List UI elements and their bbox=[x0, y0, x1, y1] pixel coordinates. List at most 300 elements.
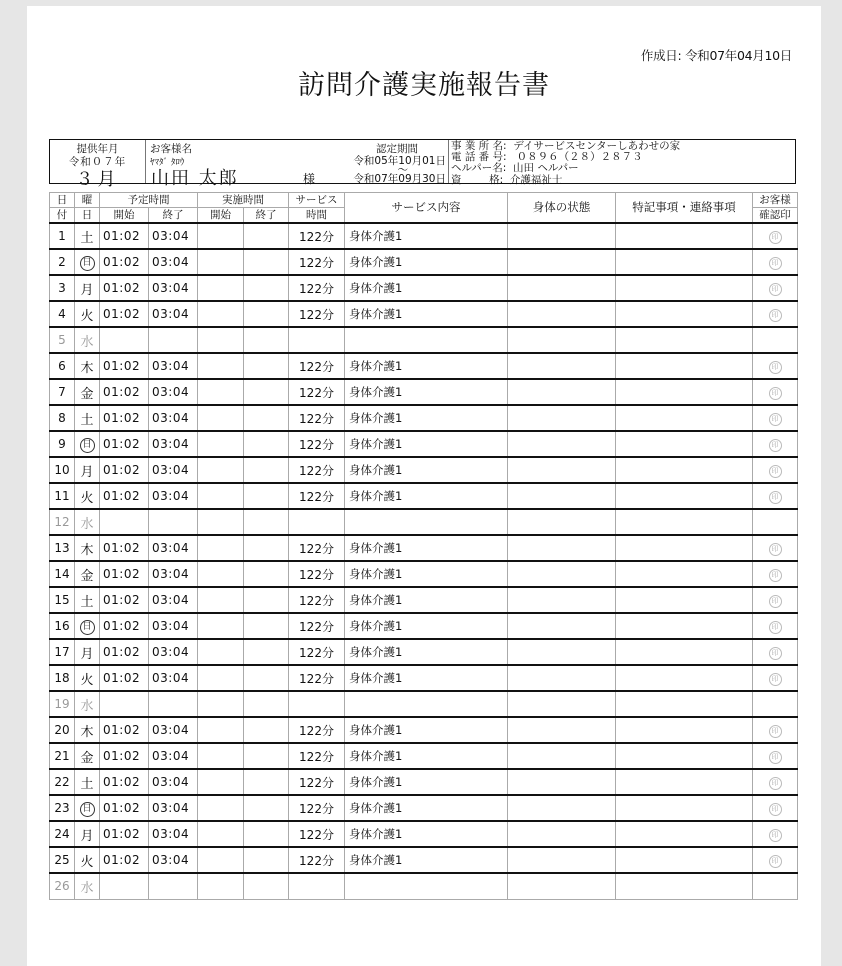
honorific: 様 bbox=[303, 172, 316, 186]
service-content-cell: 身体介護1 bbox=[345, 717, 508, 743]
plan-start-cell: 01:02 bbox=[100, 301, 149, 327]
notes-cell bbox=[616, 795, 753, 821]
notes-cell bbox=[616, 613, 753, 639]
confirm-stamp-cell bbox=[753, 249, 798, 275]
service-content-cell bbox=[345, 691, 508, 717]
condition-cell bbox=[508, 379, 616, 405]
condition-cell bbox=[508, 743, 616, 769]
dow-cell: 月 bbox=[75, 457, 100, 483]
plan-start-cell: 01:02 bbox=[100, 665, 149, 691]
header-plan: 予定時間 bbox=[100, 193, 198, 208]
confirm-stamp-cell bbox=[753, 769, 798, 795]
dow-cell: 火 bbox=[75, 847, 100, 873]
plan-end-cell: 03:04 bbox=[149, 249, 198, 275]
header-svc-time-2: 時間 bbox=[289, 208, 345, 224]
table-row bbox=[50, 665, 798, 691]
service-time-cell: 122分 bbox=[289, 639, 345, 665]
actual-start-cell bbox=[198, 561, 244, 587]
table-row bbox=[50, 873, 798, 899]
service-content-cell: 身体介護1 bbox=[345, 431, 508, 457]
table-row bbox=[50, 457, 798, 483]
sunday-circle-icon: 日 bbox=[80, 620, 95, 635]
dow-cell: 月 bbox=[75, 275, 100, 301]
actual-end-cell bbox=[244, 249, 289, 275]
plan-start-cell: 01:02 bbox=[100, 613, 149, 639]
confirm-stamp-cell bbox=[753, 457, 798, 483]
plan-start-cell bbox=[100, 691, 149, 717]
plan-end-cell: 03:04 bbox=[149, 275, 198, 301]
confirm-stamp-cell bbox=[753, 821, 798, 847]
date-cell: 12 bbox=[50, 509, 75, 535]
actual-end-cell bbox=[244, 535, 289, 561]
stamp-icon: 印 bbox=[769, 673, 782, 686]
table-row bbox=[50, 405, 798, 431]
service-content-cell: 身体介護1 bbox=[345, 379, 508, 405]
service-time-cell: 122分 bbox=[289, 613, 345, 639]
date-cell: 9 bbox=[50, 431, 75, 457]
date-cell: 26 bbox=[50, 873, 75, 899]
service-content-cell: 身体介護1 bbox=[345, 613, 508, 639]
service-content-cell: 身体介護1 bbox=[345, 821, 508, 847]
dow-cell: 水 bbox=[75, 691, 100, 717]
date-cell: 24 bbox=[50, 821, 75, 847]
service-time-cell bbox=[289, 327, 345, 353]
condition-cell bbox=[508, 327, 616, 353]
condition-cell bbox=[508, 847, 616, 873]
service-content-cell: 身体介護1 bbox=[345, 665, 508, 691]
dow-cell bbox=[75, 249, 100, 275]
service-content-cell: 身体介護1 bbox=[345, 561, 508, 587]
condition-cell bbox=[508, 301, 616, 327]
period-label: 提供年月 bbox=[76, 143, 119, 155]
plan-end-cell bbox=[149, 691, 198, 717]
service-time-cell: 122分 bbox=[289, 223, 345, 249]
actual-end-cell bbox=[244, 873, 289, 899]
stamp-icon: 印 bbox=[769, 257, 782, 270]
date-cell: 22 bbox=[50, 769, 75, 795]
service-time-cell: 122分 bbox=[289, 769, 345, 795]
notes-cell bbox=[616, 769, 753, 795]
sunday-circle-icon: 日 bbox=[80, 438, 95, 453]
header-confirm: お客様 bbox=[753, 193, 798, 208]
date-cell: 10 bbox=[50, 457, 75, 483]
dow-cell: 土 bbox=[75, 587, 100, 613]
condition-cell bbox=[508, 223, 616, 249]
actual-start-cell bbox=[198, 873, 244, 899]
plan-start-cell: 01:02 bbox=[100, 587, 149, 613]
service-time-cell: 122分 bbox=[289, 405, 345, 431]
header-actual-start: 開始 bbox=[198, 208, 244, 224]
notes-cell bbox=[616, 665, 753, 691]
actual-start-cell bbox=[198, 639, 244, 665]
date-cell: 17 bbox=[50, 639, 75, 665]
actual-start-cell bbox=[198, 327, 244, 353]
plan-end-cell: 03:04 bbox=[149, 301, 198, 327]
service-time-cell: 122分 bbox=[289, 561, 345, 587]
service-content-cell: 身体介護1 bbox=[345, 301, 508, 327]
actual-end-cell bbox=[244, 613, 289, 639]
notes-cell bbox=[616, 301, 753, 327]
condition-cell bbox=[508, 821, 616, 847]
actual-start-cell bbox=[198, 483, 244, 509]
actual-end-cell bbox=[244, 847, 289, 873]
actual-start-cell bbox=[198, 613, 244, 639]
header-dow: 曜 bbox=[75, 193, 100, 208]
notes-cell bbox=[616, 587, 753, 613]
plan-end-cell: 03:04 bbox=[149, 665, 198, 691]
plan-start-cell: 01:02 bbox=[100, 275, 149, 301]
header-date: 日 bbox=[50, 193, 75, 208]
plan-end-cell: 03:04 bbox=[149, 587, 198, 613]
dow-cell: 金 bbox=[75, 743, 100, 769]
date-cell: 15 bbox=[50, 587, 75, 613]
actual-start-cell bbox=[198, 275, 244, 301]
condition-cell bbox=[508, 353, 616, 379]
notes-cell bbox=[616, 535, 753, 561]
plan-start-cell: 01:02 bbox=[100, 431, 149, 457]
date-cell: 23 bbox=[50, 795, 75, 821]
dow-cell: 木 bbox=[75, 353, 100, 379]
header-date-2: 付 bbox=[50, 208, 75, 224]
plan-end-cell: 03:04 bbox=[149, 847, 198, 873]
dow-cell: 金 bbox=[75, 561, 100, 587]
plan-start-cell: 01:02 bbox=[100, 483, 149, 509]
plan-start-cell: 01:02 bbox=[100, 535, 149, 561]
service-content-cell: 身体介護1 bbox=[345, 223, 508, 249]
service-time-cell: 122分 bbox=[289, 847, 345, 873]
date-cell: 7 bbox=[50, 379, 75, 405]
stamp-icon: 印 bbox=[769, 361, 782, 374]
confirm-stamp-cell bbox=[753, 639, 798, 665]
period-month: ３月 bbox=[75, 169, 120, 190]
notes-cell bbox=[616, 561, 753, 587]
service-content-cell: 身体介護1 bbox=[345, 405, 508, 431]
notes-cell bbox=[616, 873, 753, 899]
header-condition: 身体の状態 bbox=[508, 193, 616, 224]
cert-end: 令和07年09月30日 bbox=[353, 173, 446, 185]
actual-end-cell bbox=[244, 431, 289, 457]
plan-end-cell: 03:04 bbox=[149, 353, 198, 379]
date-cell: 19 bbox=[50, 691, 75, 717]
table-row bbox=[50, 639, 798, 665]
service-time-cell: 122分 bbox=[289, 535, 345, 561]
header-content: サービス内容 bbox=[345, 193, 508, 224]
stamp-icon: 印 bbox=[769, 543, 782, 556]
confirm-stamp-cell bbox=[753, 353, 798, 379]
notes-cell bbox=[616, 457, 753, 483]
notes-cell bbox=[616, 223, 753, 249]
dow-cell: 火 bbox=[75, 483, 100, 509]
stamp-icon: 印 bbox=[769, 803, 782, 816]
actual-end-cell bbox=[244, 717, 289, 743]
service-content-cell: 身体介護1 bbox=[345, 353, 508, 379]
plan-end-cell: 03:04 bbox=[149, 717, 198, 743]
notes-cell bbox=[616, 509, 753, 535]
service-content-cell bbox=[345, 327, 508, 353]
plan-end-cell: 03:04 bbox=[149, 795, 198, 821]
table-row bbox=[50, 249, 798, 275]
plan-end-cell: 03:04 bbox=[149, 535, 198, 561]
cert-start: 令和05年10月01日 bbox=[353, 155, 446, 167]
confirm-stamp-cell bbox=[753, 327, 798, 353]
actual-start-cell bbox=[198, 379, 244, 405]
condition-cell bbox=[508, 561, 616, 587]
plan-start-cell bbox=[100, 509, 149, 535]
service-content-cell: 身体介護1 bbox=[345, 275, 508, 301]
stamp-icon: 印 bbox=[769, 465, 782, 478]
condition-cell bbox=[508, 717, 616, 743]
customer-name: 山田 太郎 bbox=[151, 168, 239, 189]
qualification: 資 格: 介護福祉士 bbox=[451, 173, 563, 186]
stamp-icon: 印 bbox=[769, 855, 782, 868]
actual-end-cell bbox=[244, 795, 289, 821]
table-row bbox=[50, 795, 798, 821]
office-cell bbox=[451, 140, 795, 184]
service-content-cell: 身体介護1 bbox=[345, 535, 508, 561]
service-time-cell bbox=[289, 691, 345, 717]
condition-cell bbox=[508, 639, 616, 665]
service-time-cell: 122分 bbox=[289, 301, 345, 327]
sunday-circle-icon: 日 bbox=[80, 802, 95, 817]
actual-start-cell bbox=[198, 769, 244, 795]
service-content-cell bbox=[345, 509, 508, 535]
table-body bbox=[50, 223, 798, 899]
notes-cell bbox=[616, 639, 753, 665]
dow-cell: 火 bbox=[75, 301, 100, 327]
confirm-stamp-cell bbox=[753, 405, 798, 431]
confirm-stamp-cell bbox=[753, 717, 798, 743]
plan-start-cell: 01:02 bbox=[100, 561, 149, 587]
dow-cell: 月 bbox=[75, 639, 100, 665]
plan-end-cell: 03:04 bbox=[149, 769, 198, 795]
table-row bbox=[50, 379, 798, 405]
condition-cell bbox=[508, 769, 616, 795]
plan-end-cell: 03:04 bbox=[149, 431, 198, 457]
actual-end-cell bbox=[244, 743, 289, 769]
actual-end-cell bbox=[244, 639, 289, 665]
notes-cell bbox=[616, 483, 753, 509]
table-row bbox=[50, 535, 798, 561]
date-cell: 2 bbox=[50, 249, 75, 275]
service-time-cell bbox=[289, 873, 345, 899]
table-row bbox=[50, 587, 798, 613]
plan-start-cell: 01:02 bbox=[100, 717, 149, 743]
condition-cell bbox=[508, 405, 616, 431]
plan-end-cell: 03:04 bbox=[149, 821, 198, 847]
stamp-icon: 印 bbox=[769, 777, 782, 790]
notes-cell bbox=[616, 431, 753, 457]
confirm-stamp-cell bbox=[753, 223, 798, 249]
service-content-cell: 身体介護1 bbox=[345, 847, 508, 873]
condition-cell bbox=[508, 873, 616, 899]
dow-cell: 水 bbox=[75, 327, 100, 353]
notes-cell bbox=[616, 691, 753, 717]
service-time-cell: 122分 bbox=[289, 457, 345, 483]
condition-cell bbox=[508, 249, 616, 275]
actual-start-cell bbox=[198, 847, 244, 873]
confirm-stamp-cell bbox=[753, 873, 798, 899]
actual-end-cell bbox=[244, 509, 289, 535]
plan-start-cell: 01:02 bbox=[100, 457, 149, 483]
service-time-cell: 122分 bbox=[289, 379, 345, 405]
plan-start-cell: 01:02 bbox=[100, 379, 149, 405]
page-title: 訪問介護実施報告書 bbox=[298, 70, 550, 101]
service-time-cell: 122分 bbox=[289, 587, 345, 613]
service-time-cell: 122分 bbox=[289, 275, 345, 301]
dow-cell: 水 bbox=[75, 509, 100, 535]
actual-end-cell bbox=[244, 561, 289, 587]
confirm-stamp-cell bbox=[753, 587, 798, 613]
actual-start-cell bbox=[198, 691, 244, 717]
service-period-cell bbox=[50, 140, 146, 190]
cert-period-label: 認定期間 bbox=[376, 143, 418, 155]
service-content-cell: 身体介護1 bbox=[345, 457, 508, 483]
notes-cell bbox=[616, 405, 753, 431]
plan-start-cell: 01:02 bbox=[100, 847, 149, 873]
stamp-icon: 印 bbox=[769, 569, 782, 582]
service-time-cell: 122分 bbox=[289, 821, 345, 847]
info-box bbox=[49, 139, 796, 190]
date-cell: 6 bbox=[50, 353, 75, 379]
service-time-cell bbox=[289, 509, 345, 535]
header-actual: 実施時間 bbox=[198, 193, 289, 208]
stamp-icon: 印 bbox=[769, 231, 782, 244]
cert-tilde: ～ bbox=[397, 164, 408, 176]
actual-start-cell bbox=[198, 301, 244, 327]
stamp-icon: 印 bbox=[769, 309, 782, 322]
date-cell: 20 bbox=[50, 717, 75, 743]
notes-cell bbox=[616, 353, 753, 379]
date-cell: 1 bbox=[50, 223, 75, 249]
service-content-cell: 身体介護1 bbox=[345, 743, 508, 769]
customer-kana: ﾔﾏﾀﾞ ﾀﾛｳ bbox=[150, 158, 185, 168]
condition-cell bbox=[508, 535, 616, 561]
plan-start-cell bbox=[100, 327, 149, 353]
date-cell: 5 bbox=[50, 327, 75, 353]
confirm-stamp-cell bbox=[753, 379, 798, 405]
confirm-stamp-cell bbox=[753, 535, 798, 561]
stamp-icon: 印 bbox=[769, 283, 782, 296]
table-row bbox=[50, 301, 798, 327]
date-cell: 18 bbox=[50, 665, 75, 691]
header-plan-start: 開始 bbox=[100, 208, 149, 224]
header-actual-end: 終了 bbox=[244, 208, 289, 224]
table-row bbox=[50, 509, 798, 535]
actual-start-cell bbox=[198, 821, 244, 847]
actual-start-cell bbox=[198, 509, 244, 535]
condition-cell bbox=[508, 691, 616, 717]
actual-end-cell bbox=[244, 379, 289, 405]
table-row bbox=[50, 327, 798, 353]
date-cell: 3 bbox=[50, 275, 75, 301]
condition-cell bbox=[508, 509, 616, 535]
table-row bbox=[50, 431, 798, 457]
actual-start-cell bbox=[198, 717, 244, 743]
notes-cell bbox=[616, 821, 753, 847]
helper-name: ヘルパー名: 山田 ヘルパー bbox=[451, 162, 579, 175]
actual-end-cell bbox=[244, 483, 289, 509]
date-cell: 14 bbox=[50, 561, 75, 587]
plan-end-cell: 03:04 bbox=[149, 743, 198, 769]
confirm-stamp-cell bbox=[753, 431, 798, 457]
actual-start-cell bbox=[198, 587, 244, 613]
plan-end-cell bbox=[149, 327, 198, 353]
actual-end-cell bbox=[244, 769, 289, 795]
service-time-cell: 122分 bbox=[289, 743, 345, 769]
dow-cell bbox=[75, 795, 100, 821]
actual-end-cell bbox=[244, 223, 289, 249]
stamp-icon: 印 bbox=[769, 491, 782, 504]
header-confirm-2: 確認印 bbox=[753, 208, 798, 224]
confirm-stamp-cell bbox=[753, 509, 798, 535]
notes-cell bbox=[616, 327, 753, 353]
dow-cell: 月 bbox=[75, 821, 100, 847]
plan-end-cell: 03:04 bbox=[149, 483, 198, 509]
plan-start-cell: 01:02 bbox=[100, 821, 149, 847]
notes-cell bbox=[616, 847, 753, 873]
actual-start-cell bbox=[198, 431, 244, 457]
notes-cell bbox=[616, 249, 753, 275]
notes-cell bbox=[616, 717, 753, 743]
table-row bbox=[50, 821, 798, 847]
service-time-cell: 122分 bbox=[289, 353, 345, 379]
actual-end-cell bbox=[244, 821, 289, 847]
actual-start-cell bbox=[198, 457, 244, 483]
stamp-icon: 印 bbox=[769, 725, 782, 738]
confirm-stamp-cell bbox=[753, 613, 798, 639]
plan-start-cell: 01:02 bbox=[100, 639, 149, 665]
service-content-cell bbox=[345, 873, 508, 899]
actual-end-cell bbox=[244, 691, 289, 717]
plan-start-cell: 01:02 bbox=[100, 353, 149, 379]
service-content-cell: 身体介護1 bbox=[345, 795, 508, 821]
dow-cell: 金 bbox=[75, 379, 100, 405]
service-time-cell: 122分 bbox=[289, 431, 345, 457]
plan-end-cell: 03:04 bbox=[149, 223, 198, 249]
dow-cell bbox=[75, 431, 100, 457]
plan-end-cell bbox=[149, 873, 198, 899]
dow-cell: 土 bbox=[75, 769, 100, 795]
plan-end-cell: 03:04 bbox=[149, 639, 198, 665]
actual-end-cell bbox=[244, 405, 289, 431]
dow-cell: 土 bbox=[75, 405, 100, 431]
table-row bbox=[50, 613, 798, 639]
confirm-stamp-cell bbox=[753, 301, 798, 327]
table-row bbox=[50, 275, 798, 301]
condition-cell bbox=[508, 587, 616, 613]
date-cell: 4 bbox=[50, 301, 75, 327]
notes-cell bbox=[616, 379, 753, 405]
actual-start-cell bbox=[198, 535, 244, 561]
table-row bbox=[50, 769, 798, 795]
actual-start-cell bbox=[198, 795, 244, 821]
customer-cell bbox=[145, 140, 449, 189]
plan-start-cell: 01:02 bbox=[100, 795, 149, 821]
plan-start-cell: 01:02 bbox=[100, 769, 149, 795]
plan-end-cell: 03:04 bbox=[149, 405, 198, 431]
header-svc-time: サービス bbox=[289, 193, 345, 208]
table-row bbox=[50, 743, 798, 769]
notes-cell bbox=[616, 275, 753, 301]
condition-cell bbox=[508, 665, 616, 691]
service-content-cell: 身体介護1 bbox=[345, 483, 508, 509]
office-phone: 電 話 番 号: ０８９６（２８）２８７３ bbox=[451, 151, 643, 164]
confirm-stamp-cell bbox=[753, 561, 798, 587]
plan-start-cell bbox=[100, 873, 149, 899]
confirm-stamp-cell bbox=[753, 275, 798, 301]
plan-start-cell: 01:02 bbox=[100, 249, 149, 275]
notes-cell bbox=[616, 743, 753, 769]
